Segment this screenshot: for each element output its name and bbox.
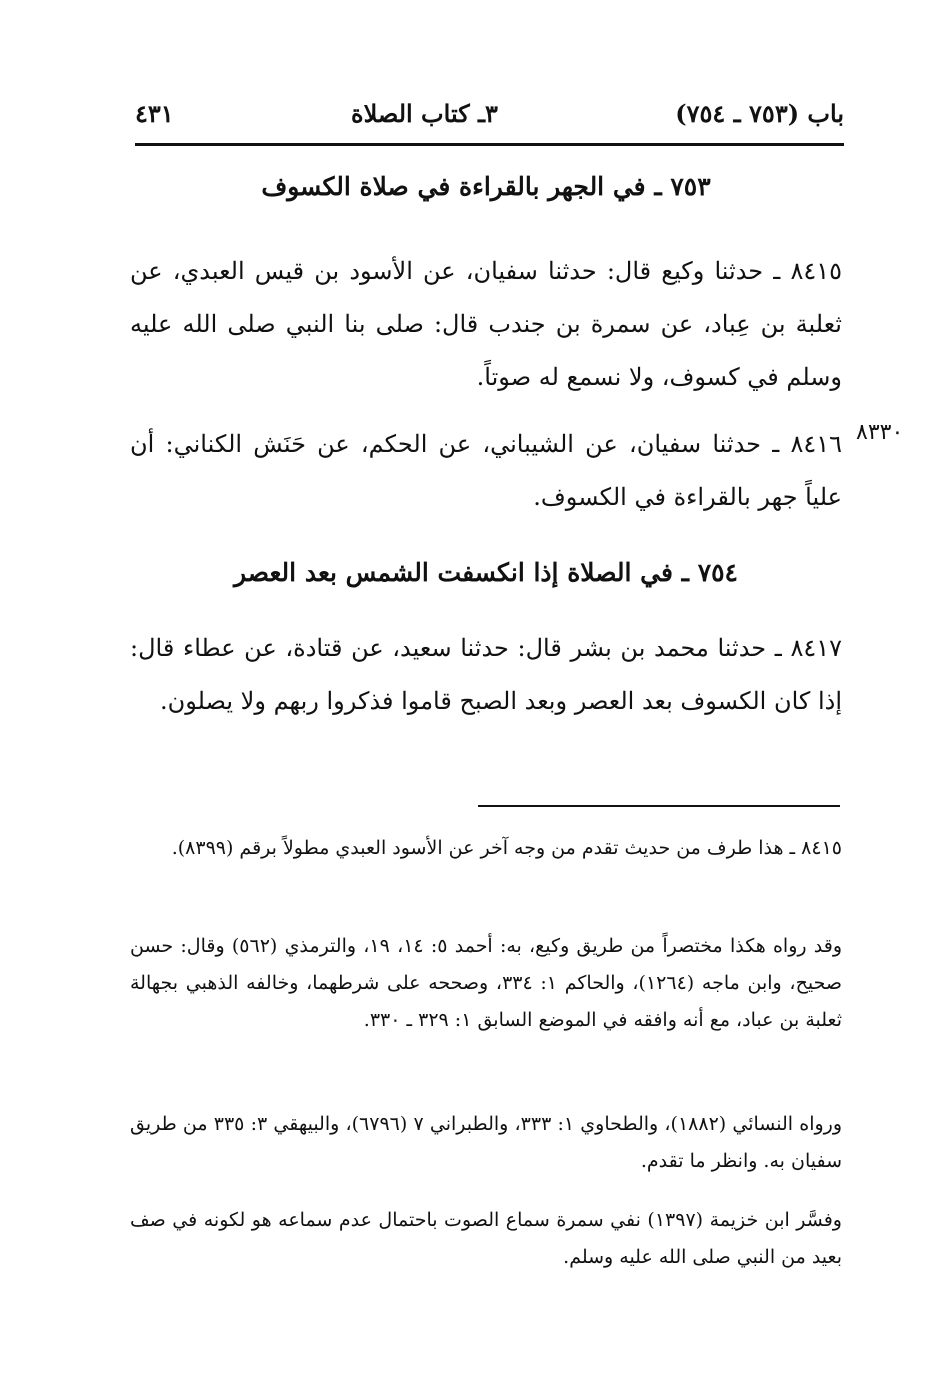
- header-rule: [135, 143, 844, 146]
- section-heading-754: ٧٥٤ ـ في الصلاة إذا انكسفت الشمس بعد العصر: [234, 558, 738, 587]
- hadith-8417: ٨٤١٧ ـ حدثنا محمد بن بشر قال: حدثنا سعيد، عن قتادة، عن عطاء قال: إذا كان الكسوف بعد العصر وبعد الصبح قاموا فذكروا ربهم ولا يصلون.: [130, 634, 842, 715]
- header-page-number: ٤٣١: [135, 98, 174, 128]
- footnote-2: وقد رواه هكذا مختصراً من طريق وكيع، به: أحمد ٥: ١٤، ١٩، والترمذي (٥٦٢) وقال: حسن صحيح، وابن ماجه (١٢٦٤)، والحاكم ١: ٣٣٤، وصححه على شرطهما، وخالفه الذهبي بجهالة ثعلبة بن عباد، مع أنه وافقه في الموضع السابق ١: ٣٢٩ ـ ٣٣٠.: [130, 935, 843, 1031]
- footnote-3: ورواه النسائي (١٨٨٢)، والطحاوي ١: ٣٣٣، والطبراني ٧ (٦٧٩٦)، والبيهقي ٣: ٣٣٥ من طريق سفيان به. وانظر ما تقدم.: [130, 1113, 843, 1172]
- running-header: [135, 88, 844, 138]
- header-book-title: ٣ـ كتاب الصلاة: [351, 98, 498, 128]
- footnote-separator: [478, 805, 840, 807]
- footnote-4: وفسَّر ابن خزيمة (١٣٩٧) نفي سمرة سماع الصوت باحتمال عدم سماعه هو لكونه في صف بعيد من النبي صلى الله عليه وسلم.: [130, 1209, 842, 1268]
- hadith-8415: ٨٤١٥ ـ حدثنا وكيع قال: حدثنا سفيان، عن الأسود بن قيس العبدي، عن ثعلبة بن عِباد، عن سمرة بن جندب قال: صلى بنا النبي صلى الله عليه وسلم في كسوف، ولا نسمع له صوتاً.: [130, 257, 842, 391]
- section-heading-753: ٧٥٣ ـ في الجهر بالقراءة في صلاة الكسوف: [261, 172, 711, 201]
- hadith-8416: ٨٤١٦ ـ حدثنا سفيان، عن الشيباني، عن الحكم، عن حَنَش الكناني: أن علياً جهر بالقراءة في الكسوف.: [130, 430, 842, 511]
- footnote-1: ٨٤١٥ ـ هذا طرف من حديث تقدم من وجه آخر عن الأسود العبدي مطولاً برقم (٨٣٩٩).: [171, 837, 842, 859]
- margin-number: ٨٣٣٠: [856, 420, 904, 445]
- header-chapter-range: باب (٧٥٣ ـ ٧٥٤): [675, 98, 844, 128]
